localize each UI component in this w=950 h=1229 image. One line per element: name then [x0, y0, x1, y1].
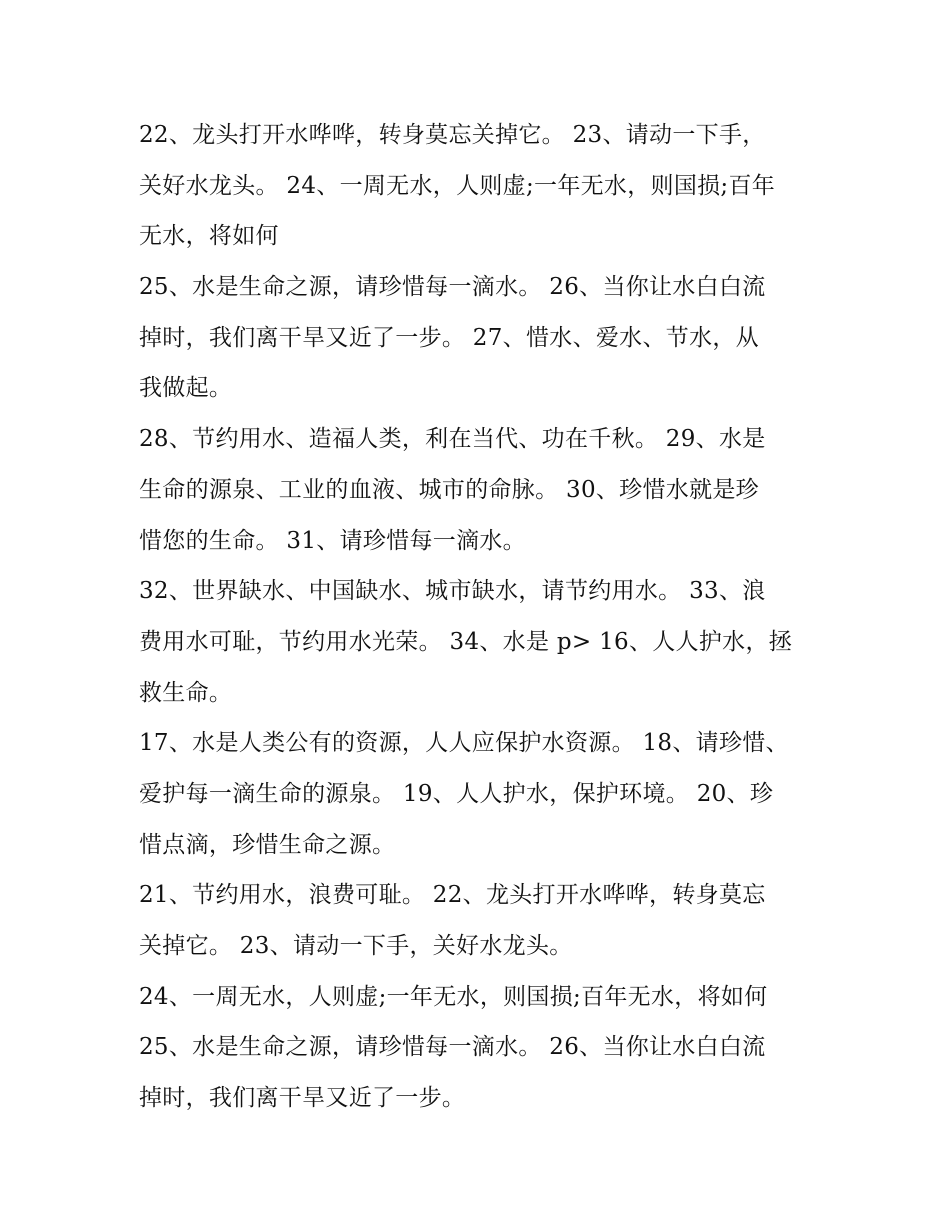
text-line: 25、水是生命之源，请珍惜每一滴水。 26、当你让水白白流: [139, 274, 766, 301]
text-line: 32、世界缺水、中国缺水、城市缺水，请节约用水。 33、浪: [139, 578, 766, 605]
text-line: 无水，将如何: [139, 223, 279, 250]
text-line: 17、水是人类公有的资源，人人应保护水资源。 18、请珍惜、: [139, 730, 789, 757]
text-line: 掉时，我们离干旱又近了一步。 27、惜水、爱水、节水，从: [139, 324, 759, 351]
text-line: 我做起。: [139, 375, 233, 402]
text-line: 爱护每一滴生命的源泉。 19、人人护水，保护环境。 20、珍: [139, 780, 774, 807]
text-line: 28、节约用水、造福人类，利在当代、功在千秋。 29、水是: [139, 426, 766, 453]
text-line: 25、水是生命之源，请珍惜每一滴水。 26、当你让水白白流: [139, 1034, 766, 1061]
text-line: 关掉它。 23、请动一下手，关好水龙头。: [139, 933, 573, 959]
text-line: 费用水可耻，节约用水光荣。 34、水是 p> 16、人人护水，拯: [139, 628, 793, 655]
text-line: 救生命。: [139, 679, 233, 706]
text-line: 关好水龙头。 24、一周无水，人则虚;一年无水，则国损;百年: [139, 172, 776, 199]
text-line: 21、节约用水，浪费可耻。 22、龙头打开水哗哗，转身莫忘: [139, 882, 766, 909]
text-line: 惜点滴，珍惜生命之源。: [139, 831, 396, 858]
text-line: 掉时，我们离干旱又近了一步。: [139, 1085, 466, 1112]
text-line: 24、一周无水，人则虚;一年无水，则国损;百年无水，将如何: [139, 983, 768, 1010]
document-body: [139, 110, 819, 1124]
text-line: 22、龙头打开水哗哗，转身莫忘关掉它。 23、请动一下手，: [139, 122, 766, 148]
text-line: 惜您的生命。 31、请珍惜每一滴水。: [139, 527, 526, 554]
text-line: 生命的源泉、工业的血液、城市的命脉。 30、珍惜水就是珍: [139, 476, 759, 503]
